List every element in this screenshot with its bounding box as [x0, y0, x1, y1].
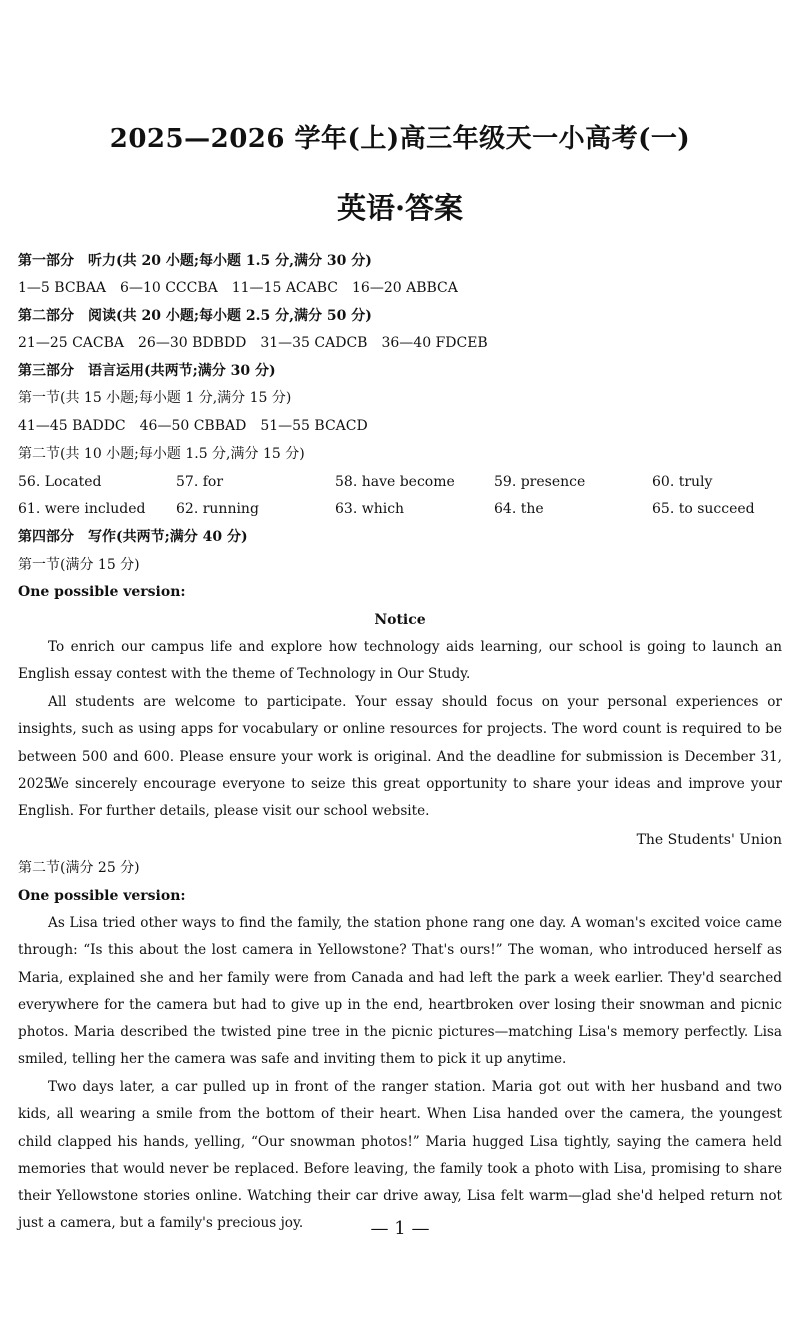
version-label: One possible version: — [18, 584, 186, 600]
fill-in-answer: 57. for — [176, 474, 224, 490]
part1-heading: 第一部分 听力(共 20 小题;每小题 1.5 分,满分 30 分) — [18, 253, 372, 269]
part2-heading: 第二部分 阅读(共 20 小题;每小题 2.5 分,满分 50 分) — [18, 308, 372, 324]
fill-in-answer: 63. which — [335, 501, 405, 517]
part3-section1-answers: 41—45 BADDC 46—50 CBBAD 51—55 BCACD — [18, 418, 368, 434]
fill-in-row-1 — [18, 472, 788, 492]
fill-in-answer: 61. were included — [18, 501, 146, 517]
fill-in-answer: 65. to succeed — [652, 501, 755, 517]
notice-paragraph: To enrich our campus life and explore how technology aids learning, our school is going to launch an English essay contest with the theme of Technology in Our Study. — [18, 639, 782, 683]
notice-signature: The Students' Union — [636, 832, 782, 848]
part1-answers: 1—5 BCBAA 6—10 CCCBA 11—15 ACABC 16—20 ABBCA — [18, 280, 458, 296]
page-number: — 1 — — [370, 1218, 430, 1239]
part4-heading: 第四部分 写作(共两节;满分 40 分) — [18, 529, 248, 545]
fill-in-answer: 60. truly — [652, 474, 713, 490]
notice-paragraph: All students are welcome to participate. Your essay should focus on your personal experiences or insights, such as using apps for vocabulary or online resources for projects. The word count is required to be between 500 and 600. Please ensure your work is original. And the deadline for submission is December 31, 2025. — [18, 694, 782, 792]
part3-section1-heading: 第一节(共 15 小题;每小题 1 分,满分 15 分) — [18, 390, 292, 406]
fill-in-answer: 59. presence — [494, 474, 586, 490]
subject-title: 英语·答案 — [336, 191, 464, 225]
story-paragraph: As Lisa tried other ways to find the family, the station phone rang one day. A woman's excited voice came through: “Is this about the lost camera in Yellowstone? That's ours!” The woman, who introduced herself as Maria, explained she and her family were from Canada and had left the park a week earlier. They'd searched everywhere for the camera but had to give up in the end, heartbroken over losing their snowman and picnic photos. Maria described the twisted pine tree in the picnic pictures—matching Lisa's memory perfectly. Lisa smiled, telling her the camera was safe and inviting them to pick it up anytime. — [18, 915, 782, 1068]
notice-paragraph: We sincerely encourage everyone to seize this great opportunity to share your ideas and improve your English. For further details, please visit our school website. — [18, 776, 782, 820]
version-label-2: One possible version: — [18, 888, 186, 904]
document-title: 2025—2026 学年(上)高三年级天一小高考(一) — [109, 124, 691, 154]
part4-section1-heading: 第一节(满分 15 分) — [18, 557, 140, 573]
part3-heading: 第三部分 语言运用(共两节;满分 30 分) — [18, 363, 276, 379]
fill-in-answer: 56. Located — [18, 474, 102, 490]
fill-in-answer: 62. running — [176, 501, 259, 517]
notice-title: Notice — [374, 612, 426, 628]
fill-in-answer: 64. the — [494, 501, 544, 517]
fill-in-row-2 — [18, 499, 788, 519]
part4-section2-heading: 第二节(满分 25 分) — [18, 860, 140, 876]
story-paragraph: Two days later, a car pulled up in front of the ranger station. Maria got out with her husband and two kids, all wearing a smile from the bottom of their heart. When Lisa handed over the camera, the youngest child clapped his hands, yelling, “Our snowman photos!” Maria hugged Lisa tightly, saying the camera held memories that would never be replaced. Before leaving, the family took a photo with Lisa, promising to share their Yellowstone stories online. Watching their car drive away, Lisa felt warm—glad she'd helped return not just a camera, but a family's precious joy. — [18, 1079, 782, 1232]
fill-in-answer: 58. have become — [335, 474, 455, 490]
part2-answers: 21—25 CACBA 26—30 BDBDD 31—35 CADCB 36—40 FDCEB — [18, 335, 488, 351]
part3-section2-heading: 第二节(共 10 小题;每小题 1.5 分,满分 15 分) — [18, 446, 305, 462]
